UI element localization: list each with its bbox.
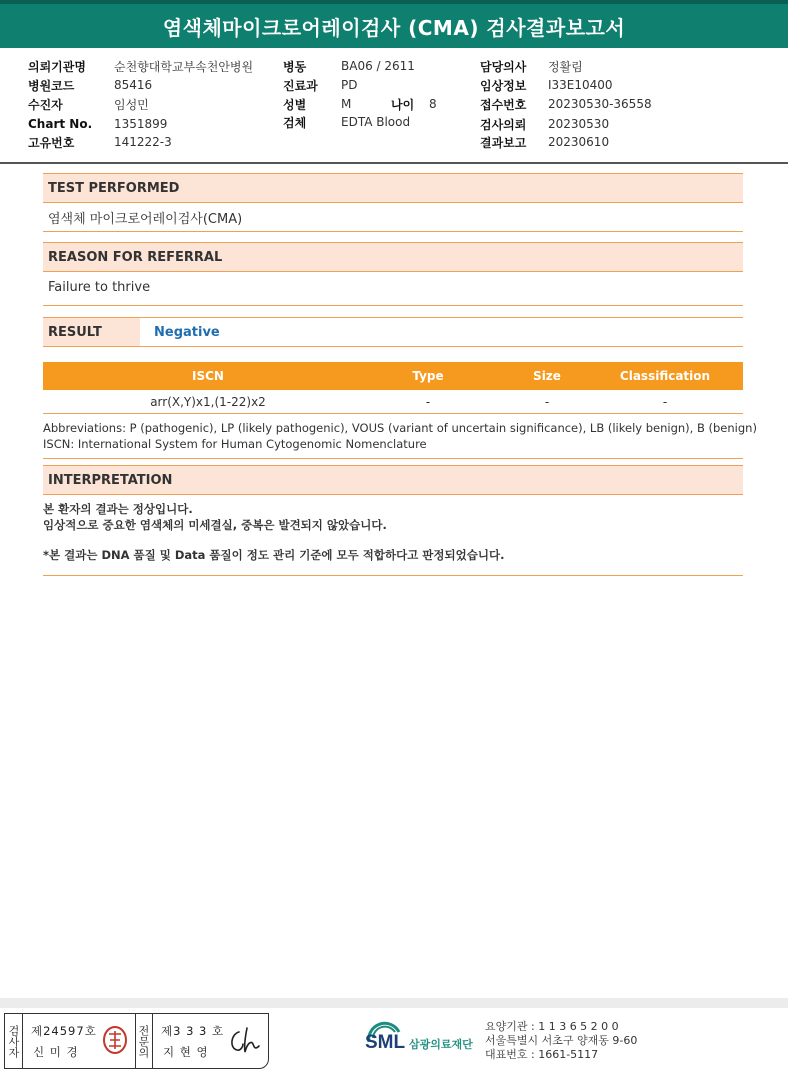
table-row — [43, 390, 743, 414]
clinical-info-field — [480, 76, 613, 94]
interpretation-bottom-divider — [43, 575, 743, 576]
specialist-license: 제3 3 3 호 — [161, 1024, 225, 1038]
chart-no-field — [28, 115, 167, 133]
seal-stamp-icon — [101, 1024, 129, 1056]
size-column-header: Size — [533, 369, 561, 383]
sex-value: M — [341, 97, 352, 111]
interpretation-heading: INTERPRETATION — [43, 465, 743, 495]
interpretation-line-2: 임상적으로 중요한 염색체의 미세결실, 중복은 발견되지 않았습니다. — [43, 518, 387, 532]
examiner-label — [5, 1014, 23, 1068]
report-date-label: 결과보고 — [480, 135, 527, 150]
type-cell: - — [425, 394, 431, 409]
patient-name-field — [28, 95, 149, 113]
department-field — [283, 76, 357, 94]
hospital-code-label: 병원코드 — [28, 78, 75, 93]
sex-label: 성별 — [283, 97, 307, 112]
hospital-code-field — [28, 76, 152, 94]
classification-column-header: Classification — [619, 369, 711, 383]
abbreviations-note — [43, 420, 763, 452]
physician-field — [480, 57, 583, 75]
institution-value: 순천향대학교부속천안병원 — [114, 59, 254, 74]
specimen-value: EDTA Blood — [341, 115, 411, 129]
sml-logo — [365, 1020, 485, 1064]
sml-logo-text: SML — [365, 1032, 406, 1053]
institution-field — [28, 57, 253, 75]
accession-no-value: 20230530-36558 — [548, 97, 652, 111]
result-heading: RESULT — [43, 318, 140, 346]
ward-value: BA06 / 2611 — [341, 59, 415, 73]
request-date-field — [480, 115, 609, 133]
examiner-name: 신 미 경 — [33, 1045, 79, 1059]
unique-no-field — [28, 133, 172, 151]
department-value: PD — [341, 78, 358, 92]
chart-no-value: 1351899 — [114, 117, 168, 131]
institution-code: 요양기관 : 1 1 3 6 5 2 0 0 — [485, 1020, 619, 1033]
interpretation-line-1: 본 환자의 결과는 정상입니다. — [43, 502, 193, 516]
specialist-name: 지 현 영 — [163, 1045, 209, 1059]
specimen-label: 검체 — [283, 115, 307, 130]
abbreviations-line: Abbreviations: P (pathogenic), LP (likely pathogenic), VOUS (variant of uncertain significance), LB (likely benign), B (benign) — [43, 421, 757, 435]
request-date-label: 검사의뢰 — [480, 117, 527, 132]
footer-address: 서울특별시 서초구 양재동 9-60 — [485, 1034, 638, 1047]
test-performed-divider — [43, 231, 743, 232]
age-value: 8 — [429, 97, 437, 111]
reason-divider — [43, 305, 743, 306]
ward-label: 병동 — [283, 59, 307, 74]
patient-info-grid — [28, 57, 768, 153]
classification-cell: - — [662, 394, 668, 409]
examiner-license: 제24597호 — [31, 1024, 97, 1038]
iscn-definition-line: ISCN: International System for Human Cytogenomic Nomenclature — [43, 437, 427, 451]
physician-value: 정활림 — [548, 59, 583, 74]
specimen-field — [283, 113, 410, 131]
request-date-value: 20230530 — [548, 117, 610, 131]
foundation-name: 삼광의료재단 — [409, 1038, 473, 1051]
age-label: 나이 — [391, 97, 415, 112]
ward-field — [283, 57, 415, 75]
sex-field — [283, 95, 437, 113]
accession-no-label: 접수번호 — [480, 97, 527, 112]
test-performed-heading: TEST PERFORMED — [43, 173, 743, 203]
iscn-column-header: ISCN — [192, 369, 224, 383]
size-cell: - — [544, 394, 550, 409]
footer-phone: 대표번호 : 1661-5117 — [485, 1048, 599, 1061]
report-date-value: 20230610 — [548, 135, 610, 149]
specialist-label — [135, 1014, 153, 1068]
type-column-header: Type — [412, 369, 444, 383]
institution-label: 의뢰기관명 — [28, 59, 86, 74]
interpretation-top-divider — [43, 458, 743, 459]
header-divider — [0, 162, 788, 164]
hospital-code-value: 85416 — [114, 78, 153, 92]
department-label: 진료과 — [283, 78, 318, 93]
unique-no-label: 고유번호 — [28, 135, 75, 150]
result-value: Negative — [154, 324, 220, 340]
test-performed-text: 염색체 마이크로어레이검사(CMA) — [48, 211, 243, 227]
unique-no-value: 141222-3 — [114, 135, 172, 149]
specialist-label-text: 전문의 — [137, 1024, 150, 1058]
physician-label: 담당의사 — [480, 59, 527, 74]
footer-contact — [485, 1020, 775, 1062]
reason-text: Failure to thrive — [48, 279, 151, 295]
patient-name-value: 임성민 — [114, 97, 149, 112]
handwritten-signature-icon — [225, 1022, 265, 1058]
interpretation-note: *본 결과는 DNA 품질 및 Data 품질이 정도 관리 기준에 모두 적합하다고 판정되었습니다. — [43, 548, 505, 562]
iscn-cell: arr(X,Y)x1,(1-22)x2 — [150, 394, 266, 409]
patient-name-label: 수진자 — [28, 97, 63, 112]
result-row — [43, 317, 743, 347]
examiner-label-text: 검사자 — [7, 1024, 20, 1058]
signature-box — [4, 1013, 269, 1069]
chart-no-label: Chart No. — [28, 117, 93, 131]
footer-band — [0, 998, 788, 1008]
iscn-table-header — [43, 362, 743, 390]
reason-heading: REASON FOR REFERRAL — [43, 242, 743, 272]
report-date-field — [480, 133, 609, 151]
clinical-info-label: 임상정보 — [480, 78, 527, 93]
report-title: 염색체마이크로어레이검사 (CMA) 검사결과보고서 — [0, 0, 788, 48]
clinical-info-value: I33E10400 — [548, 78, 613, 92]
accession-no-field — [480, 95, 652, 113]
